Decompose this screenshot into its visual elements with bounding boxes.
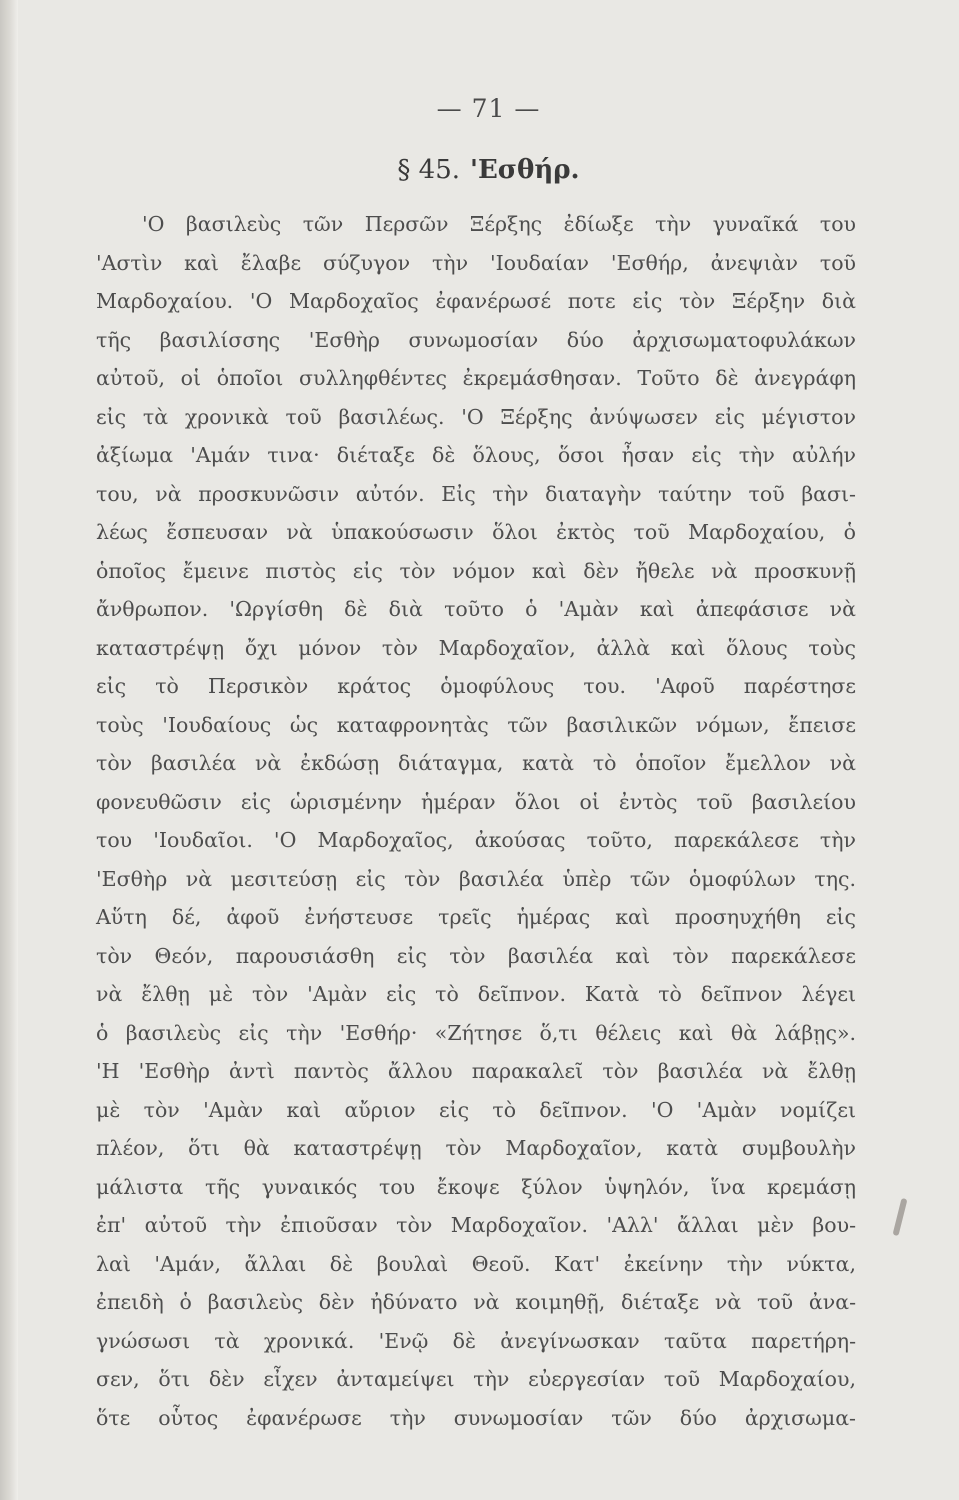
- text-line: ὁ βασιλεὺς εἰς τὴν 'Εσθήρ· «Ζήτησε ὅ,τι θέλεις καὶ θὰ λάβῃς».: [96, 1020, 856, 1045]
- text-line: 'Η 'Εσθὴρ ἀντὶ παντὸς ἄλλου παρακαλεῖ τὸν βασιλέα νὰ ἔλθῃ: [96, 1059, 856, 1083]
- text-line: πλέον, ὅτι θὰ καταστρέψῃ τὸν Μαρδοχαῖον, κατὰ συμβουλὴν: [96, 1136, 856, 1160]
- text-line: τὸν βασιλέα νὰ ἐκδώσῃ διάταγμα, κατὰ τὸ ὁποῖον ἔμελλον νὰ: [96, 751, 856, 775]
- text-line: νὰ ἔλθῃ μὲ τὸν 'Αμὰν εἰς τὸ δεῖπνον. Κατὰ τὸ δεῖπνον λέγει: [96, 982, 856, 1006]
- text-line: 'Αστὶν καὶ ἔλαβε σύζυγον τὴν 'Ιουδαίαν 'Εσθήρ, ἀνεψιὰν τοῦ: [96, 250, 856, 275]
- text-line: λαὶ 'Αμάν, ἄλλαι δὲ βουλαὶ Θεοῦ. Κατ' ἐκείνην τὴν νύκτα,: [96, 1251, 856, 1276]
- text-line: μάλιστα τῆς γυναικός του ἔκοψε ξύλον ὑψηλόν, ἵνα κρεμάσῃ: [96, 1174, 856, 1199]
- text-line: ἐπ' αὐτοῦ τὴν ἐπιοῦσαν τὸν Μαρδοχαῖον. 'Αλλ' ἄλλαι μὲν βου-: [96, 1213, 856, 1237]
- text-line: ὅτε οὗτος ἐφανέρωσε τὴν συνωμοσίαν τῶν δύο ἀρχισωμα-: [96, 1405, 856, 1430]
- text-line: του, νὰ προσκυνῶσιν αὐτόν. Εἰς τὴν διαταγὴν ταύτην τοῦ βασι-: [96, 481, 856, 506]
- text-line: εἰς τὰ χρονικὰ τοῦ βασιλέως. 'Ο Ξέρξης ἀνύψωσεν εἰς μέγιστον: [96, 404, 856, 429]
- text-line: Αὕτη δέ, ἀφοῦ ἐνήστευσε τρεῖς ἡμέρας καὶ προσηυχήθη εἰς: [96, 905, 856, 929]
- text-line: Μαρδοχαίου. 'Ο Μαρδοχαῖος ἐφανέρωσέ ποτε εἰς τὸν Ξέρξην διὰ: [96, 289, 856, 313]
- book-spine-shadow: [0, 0, 18, 1500]
- text-line: ἐπειδὴ ὁ βασιλεὺς δὲν ἠδύνατο νὰ κοιμηθῇ, διέταξε νὰ τοῦ ἀνα-: [96, 1290, 856, 1314]
- text-line: του 'Ιουδαῖοι. 'Ο Μαρδοχαῖος, ἀκούσας τοῦτο, παρεκάλεσε τὴν: [96, 828, 856, 852]
- text-line: καταστρέψῃ ὄχι μόνον τὸν Μαρδοχαῖον, ἀλλὰ καὶ ὅλους τοὺς: [96, 635, 856, 660]
- text-line: αὐτοῦ, οἱ ὁποῖοι συλληφθέντες ἐκρεμάσθησαν. Τοῦτο δὲ ἀνεγράφη: [96, 366, 856, 390]
- text-line: μὲ τὸν 'Αμὰν καὶ αὔριον εἰς τὸ δεῖπνον. 'Ο 'Αμὰν νομίζει: [96, 1097, 856, 1122]
- section-number: § 45.: [397, 155, 461, 185]
- text-line: 'Εσθὴρ νὰ μεσιτεύσῃ εἰς τὸν βασιλέα ὑπὲρ τῶν ὁμοφύλων της.: [96, 866, 856, 891]
- text-line: σεν, ὅτι δὲν εἶχεν ἀνταμείψει τὴν εὐεργεσίαν τοῦ Μαρδοχαίου,: [96, 1367, 856, 1391]
- book-page: [18, 0, 959, 1500]
- text-line: εἰς τὸ Περσικὸν κράτος ὁμοφύλους του. 'Αφοῦ παρέστησε: [96, 674, 856, 698]
- body-paragraph: [96, 205, 856, 1437]
- text-line: τὸν Θεόν, παρουσιάσθη εἰς τὸν βασιλέα καὶ τὸν παρεκάλεσε: [96, 943, 856, 968]
- text-line: λέως ἔσπευσαν νὰ ὑπακούσωσιν ὅλοι ἐκτὸς τοῦ Μαρδοχαίου, ὁ: [96, 520, 856, 544]
- text-line: ἄνθρωπον. 'Ωργίσθη δὲ διὰ τοῦτο ὁ 'Αμὰν καὶ ἀπεφάσισε νὰ: [96, 597, 856, 621]
- text-line: ὁποῖος ἔμεινε πιστὸς εἰς τὸν νόμον καὶ δὲν ἤθελε νὰ προσκυνῇ: [96, 558, 856, 583]
- text-line: τοὺς 'Ιουδαίους ὡς καταφρονητὰς τῶν βασιλικῶν νόμων, ἔπεισε: [96, 712, 856, 737]
- text-line: ἀξίωμα 'Αμάν τινα· διέταξε δὲ ὅλους, ὅσοι ἦσαν εἰς τὴν αὐλήν: [96, 443, 856, 467]
- section-title: 'Εσθήρ.: [470, 155, 580, 185]
- text-line: γνώσωσι τὰ χρονικά. 'Ενῷ δὲ ἀνεγίνωσκαν ταῦτα παρετήρη-: [96, 1328, 856, 1353]
- text-line: φονευθῶσιν εἰς ὡρισμένην ἡμέραν ὅλοι οἱ ἐντὸς τοῦ βασιλείου: [96, 789, 856, 814]
- section-heading: [18, 155, 959, 185]
- text-line: 'Ο βασιλεὺς τῶν Περσῶν Ξέρξης ἐδίωξε τὴν γυναῖκά του: [142, 212, 856, 236]
- page-number: — 71 —: [436, 94, 541, 123]
- text-line: τῆς βασιλίσσης 'Εσθὴρ συνωμοσίαν δύο ἀρχισωματοφυλάκων: [96, 327, 856, 352]
